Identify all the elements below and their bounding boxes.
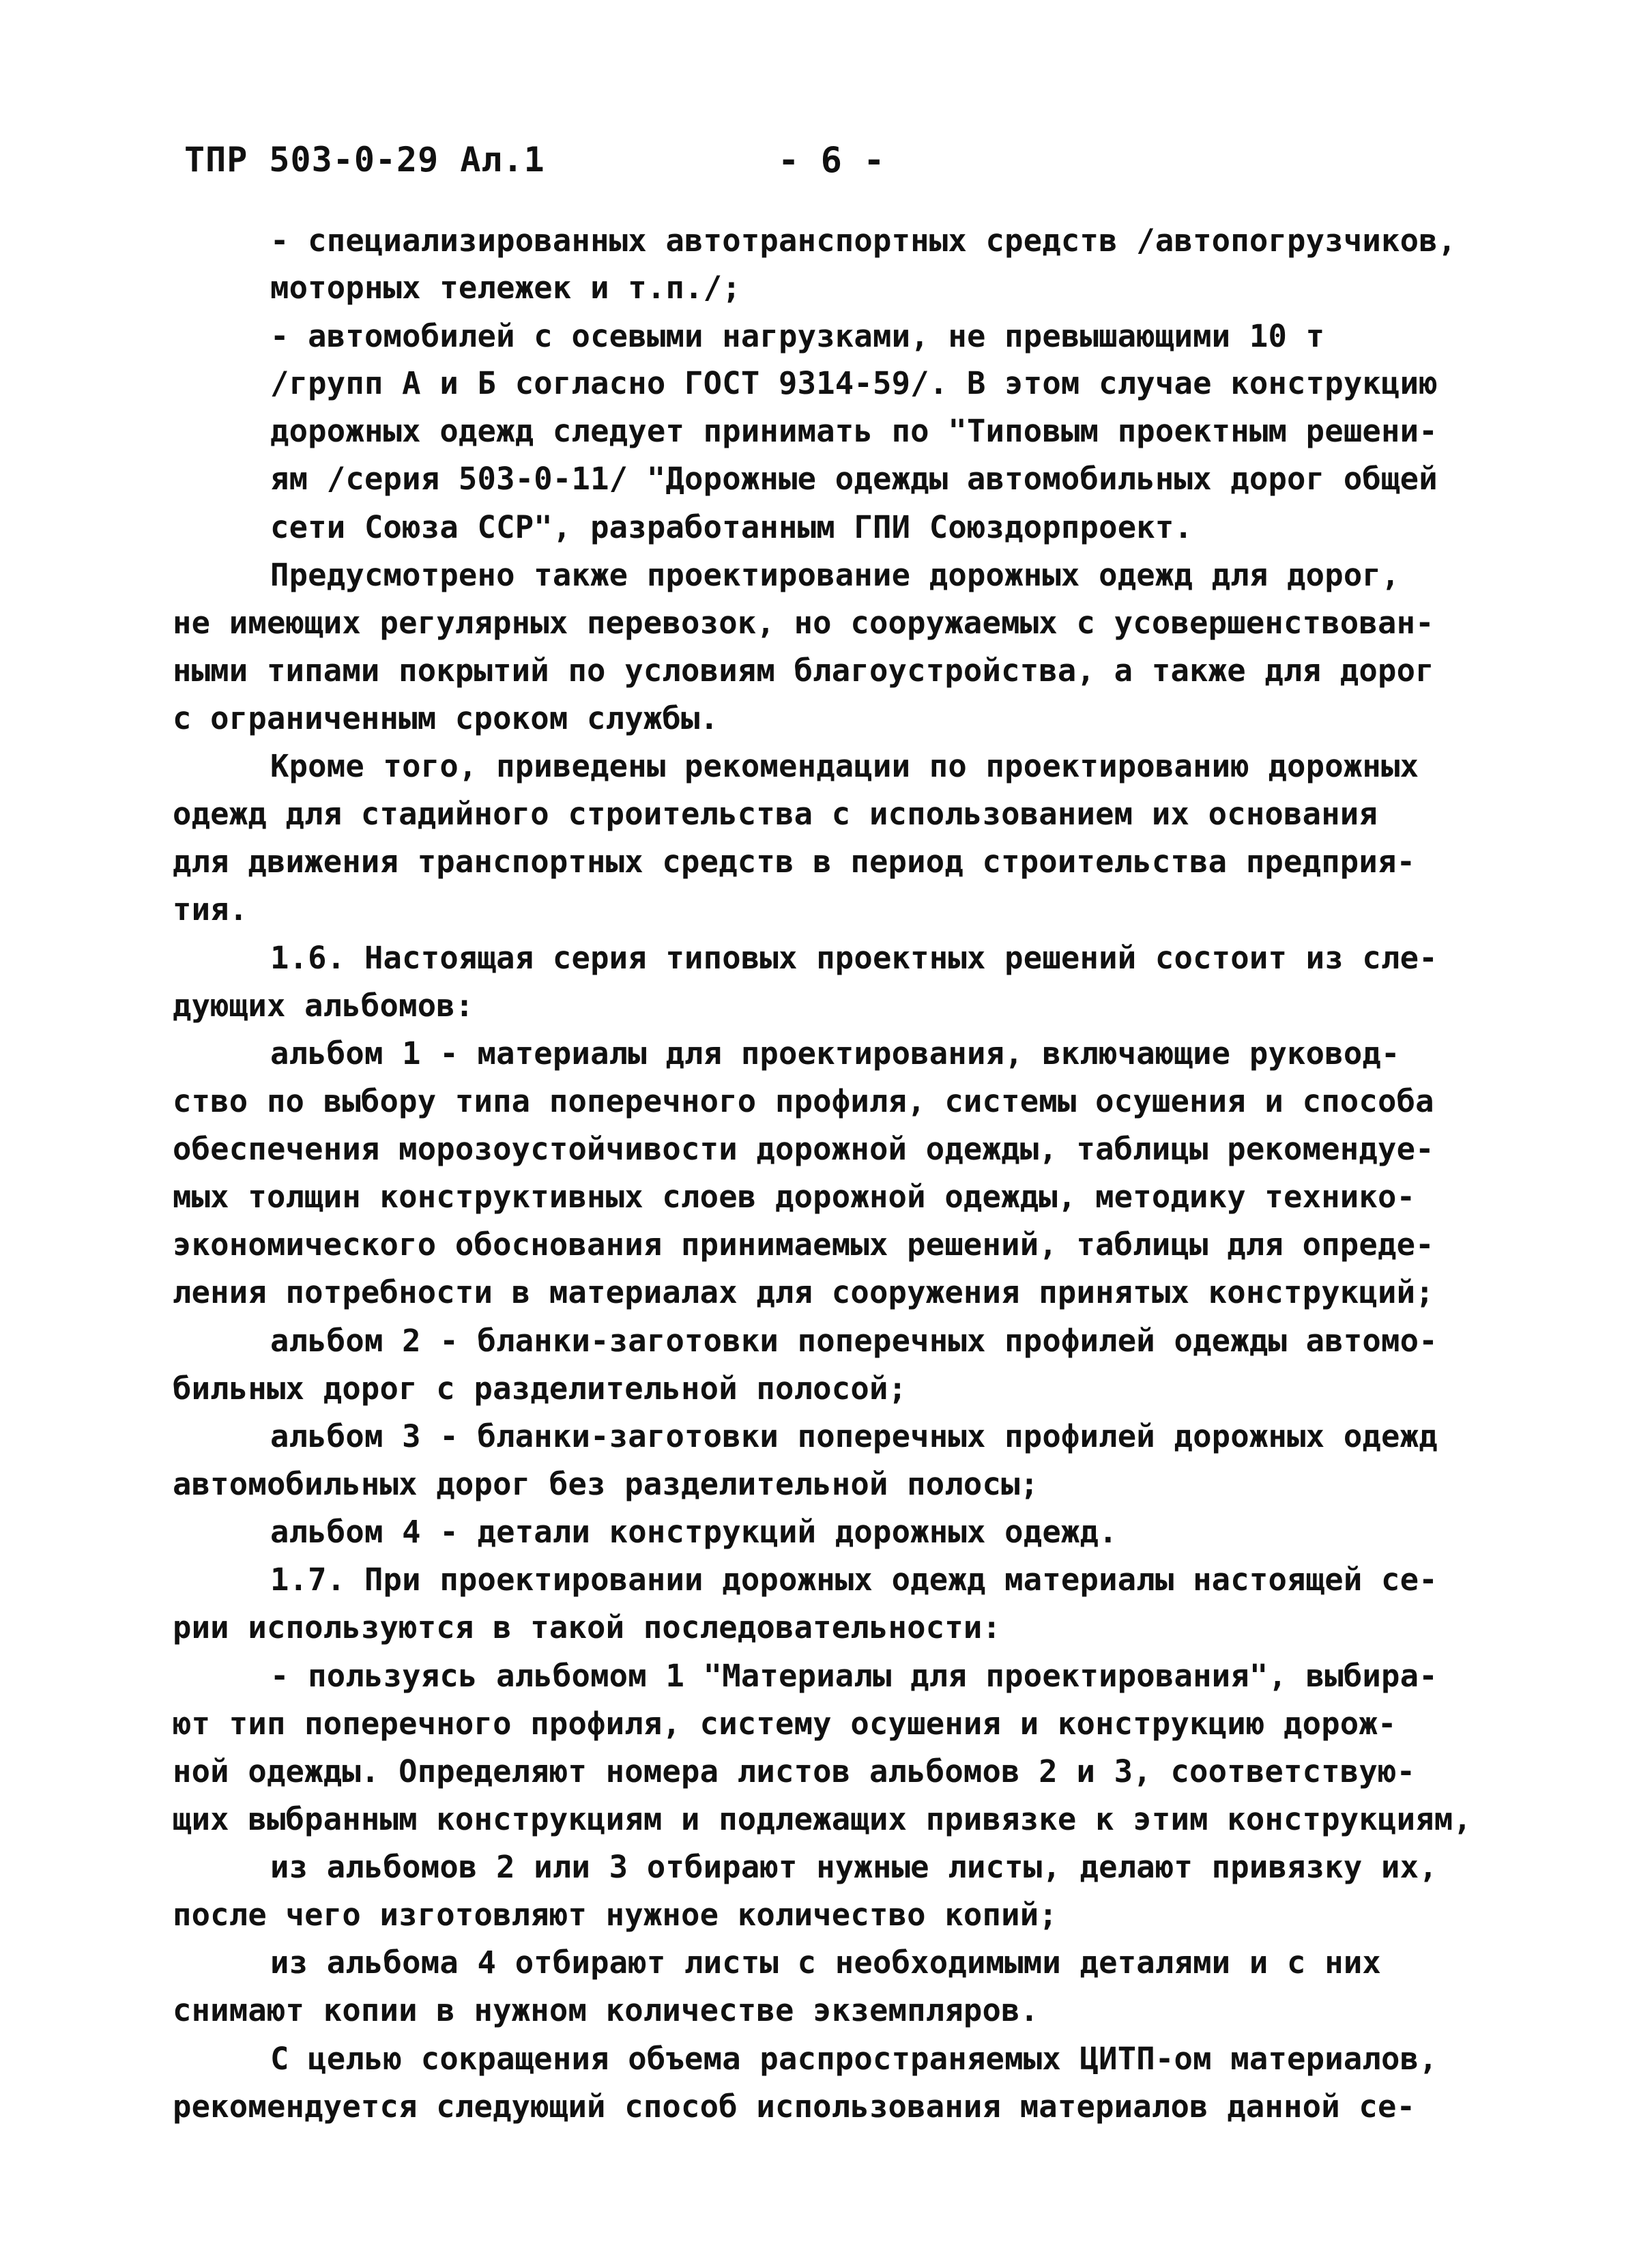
text-line: 1.6. Настоящая серия типовых проектных решений состоит из сле- [270,940,1438,976]
text-line: 1.7. При проектировании дорожных одежд материалы настоящей се- [270,1562,1438,1598]
text-line: Предусмотрено также проектирование дорожных одежд для дорог, [270,557,1400,593]
text-line: дорожных одежд следует принимать по "Типовым проектным решени- [270,413,1438,449]
text-line: мых толщин конструктивных слоев дорожной одежды, методику технико- [173,1179,1416,1215]
text-line: - пользуясь альбомом 1 "Материалы для проектирования", выбира- [270,1658,1438,1694]
document-code: ТПР 503-0-29 Ал.1 [184,140,545,179]
text-line: /групп А и Б согласно ГОСТ 9314-59/. В этом случае конструкцию [270,365,1438,401]
text-line: тия. [173,891,248,928]
text-line: автомобильных дорог без разделительной полосы; [173,1466,1039,1502]
text-line: из альбомов 2 или 3 отбирают нужные листы, делают привязку их, [270,1849,1438,1885]
text-line: после чего изготовляют нужное количество копий; [173,1897,1058,1933]
text-line: обеспечения морозоустойчивости дорожной одежды, таблицы рекомендуе- [173,1131,1434,1167]
text-line: ство по выбору типа поперечного профиля, системы осушения и способа [173,1083,1434,1119]
text-line: экономического обоснования принимаемых решений, таблицы для опреде- [173,1226,1434,1263]
text-line: - специализированных автотранспортных средств /автопогрузчиков, [270,222,1457,259]
text-line: с ограниченным сроком службы. [173,700,719,736]
text-line: моторных тележек и т.п./; [270,270,741,306]
text-line: - автомобилей с осевыми нагрузками, не превышающими 10 т [270,318,1325,354]
text-line: альбом 1 - материалы для проектирования, включающие руковод- [270,1035,1400,1072]
text-line: ют тип поперечного профиля, систему осушения и конструкцию дорож- [173,1706,1397,1742]
text-line: щих выбранным конструкциям и подлежащих привязке к этим конструкциям, [173,1801,1472,1837]
text-line: С целью сокращения объема распространяемых ЦИТП-ом материалов, [270,2041,1438,2077]
text-line: бильных дорог с разделительной полосой; [173,1370,908,1407]
text-line: ления потребности в материалах для сооружения принятых конструкций; [173,1274,1434,1310]
text-line: для движения транспортных средств в период строительства предприя- [173,844,1416,880]
text-line: ям /серия 503-0-11/ "Дорожные одежды автомобильных дорог общей [270,461,1438,497]
page-header [184,140,1481,195]
text-line: дующих альбомов: [173,988,474,1024]
text-line: Кроме того, приведены рекомендации по проектированию дорожных [270,748,1419,784]
text-line: альбом 2 - бланки-заготовки поперечных профилей одежды автомо- [270,1323,1438,1359]
text-line: альбом 3 - бланки-заготовки поперечных профилей дорожных одежд [270,1418,1438,1454]
text-line: из альбома 4 отбирают листы с необходимыми деталями и с них [270,1944,1382,1981]
text-line: рекомендуется следующий способ использования материалов данной се- [173,2088,1416,2125]
text-line: сети Союза ССР", разработанным ГПИ Союздорпроект. [270,509,1193,545]
text-line: рии используются в такой последовательности: [173,1609,1002,1645]
text-line: не имеющих регулярных перевозок, но сооружаемых с усовершенствован- [173,605,1434,641]
text-line: одежд для стадийного строительства с использованием их основания [173,796,1378,832]
text-line: ными типами покрытий по условиям благоустройства, а также для дорог [173,652,1434,689]
text-line: альбом 4 - детали конструкций дорожных одежд. [270,1514,1118,1550]
page-number: - 6 - [778,140,885,181]
text-line: ной одежды. Определяют номера листов альбомов 2 и 3, соответствую- [173,1753,1416,1789]
text-line: снимают копии в нужном количестве экземпляров. [173,1992,1039,2028]
